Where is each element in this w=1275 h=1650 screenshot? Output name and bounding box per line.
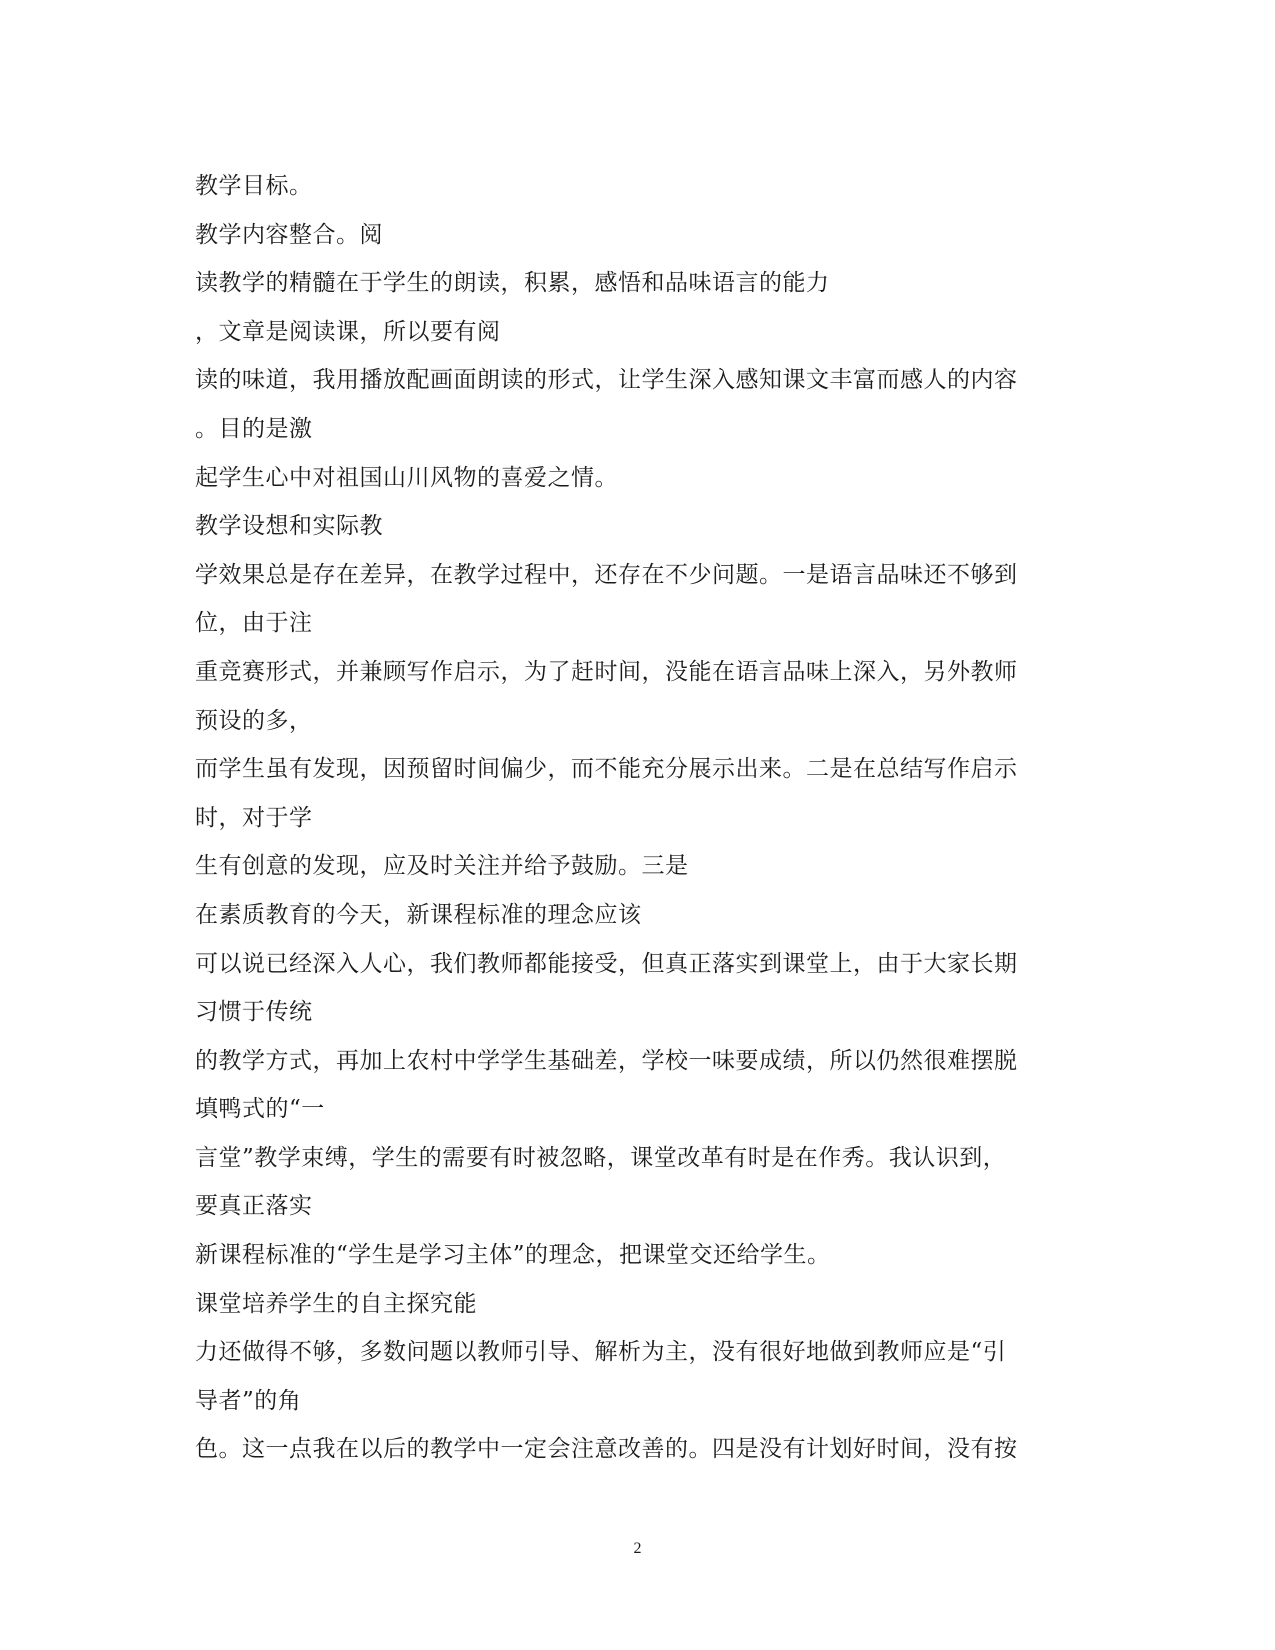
body-text bbox=[195, 162, 1075, 1474]
text-line: 读的味道，我用播放配画面朗读的形式，让学生深入感知课文丰富而感人的内容 bbox=[195, 367, 1018, 394]
text-line: 教学目标。 bbox=[195, 173, 313, 199]
text-line: 起学生心中对祖国山川风物的喜爱之情。 bbox=[195, 464, 618, 491]
text-line: 重竞赛形式，并兼顾写作启示，为了赶时间，没能在语言品味上深入，另外教师 bbox=[195, 658, 1018, 685]
page-number: 2 bbox=[633, 1540, 642, 1557]
text-line: 力还做得不够，多数问题以教师引导、解析为主，没有很好地做到教师应是“引 bbox=[195, 1339, 1007, 1366]
text-line: 的教学方式，再加上农村中学学生基础差，学校一味要成绩，所以仍然很难摆脱 bbox=[195, 1047, 1018, 1074]
text-line: 学效果总是存在差异，在教学过程中，还存在不少问题。一是语言品味还不够到 bbox=[195, 561, 1018, 588]
text-line: 生有创意的发现，应及时关注并给予鼓励。三是 bbox=[195, 853, 689, 880]
text-line: 要真正落实 bbox=[195, 1193, 313, 1220]
text-line: 言堂”教学束缚，学生的需要有时被忽略，课堂改革有时是在作秀。我认识到， bbox=[195, 1144, 1007, 1171]
text-line: 课堂培养学生的自主探究能 bbox=[195, 1290, 477, 1317]
text-line: 教学设想和实际教 bbox=[195, 513, 383, 540]
text-line: 导者”的角 bbox=[195, 1387, 302, 1414]
text-line: 时，对于学 bbox=[195, 804, 313, 831]
text-line: 教学内容整合。阅 bbox=[195, 221, 383, 248]
text-line: 可以说已经深入人心，我们教师都能接受，但真正落实到课堂上，由于大家长期 bbox=[195, 950, 1018, 977]
text-line: 预设的多， bbox=[195, 707, 313, 734]
text-line: 读教学的精髓在于学生的朗读，积累，感悟和品味语言的能力 bbox=[195, 270, 830, 297]
text-line: ，文章是阅读课，所以要有阅 bbox=[195, 318, 501, 345]
text-line: 。目的是激 bbox=[195, 415, 313, 442]
text-line: 填鸭式的“一 bbox=[195, 1096, 325, 1123]
text-line: 而学生虽有发现，因预留时间偏少，而不能充分展示出来。二是在总结写作启示 bbox=[195, 756, 1018, 783]
text-line: 新课程标准的“学生是学习主体”的理念，把课堂交还给学生。 bbox=[195, 1242, 831, 1269]
text-line: 色。这一点我在以后的教学中一定会注意改善的。四是没有计划好时间，没有按 bbox=[195, 1436, 1018, 1463]
text-line: 在素质教育的今天，新课程标准的理念应该 bbox=[195, 901, 642, 928]
text-line: 位，由于注 bbox=[195, 610, 313, 637]
text-line: 习惯于传统 bbox=[195, 999, 313, 1026]
